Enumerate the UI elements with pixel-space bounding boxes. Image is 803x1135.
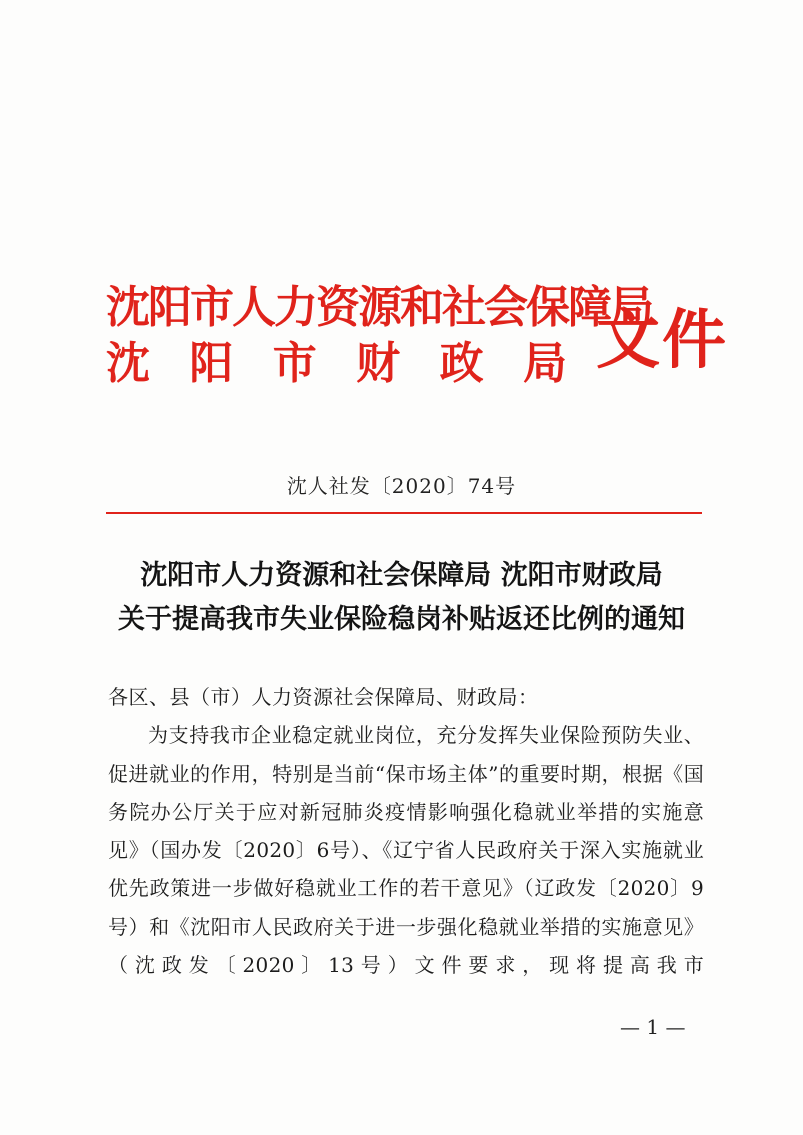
issuer-char: 市: [272, 338, 318, 389]
issuer-char: 政: [439, 338, 485, 389]
document-title: [0, 554, 803, 642]
issuer-char: 阳: [189, 338, 235, 389]
issuer-char: 财: [356, 338, 402, 389]
issuer-char: 局: [522, 338, 568, 389]
letterhead: [106, 282, 728, 394]
page-number: — 1 —: [620, 1015, 686, 1039]
red-divider-line: [106, 512, 702, 514]
document-body: [108, 678, 704, 984]
title-line-1: 沈阳市人力资源和社会保障局 沈阳市财政局: [140, 560, 663, 591]
title-line-2: 关于提高我市失业保险稳岗补贴返还比例的通知: [118, 604, 685, 635]
issuer-finance-bureau: [106, 338, 568, 390]
doc-type-label: 文件: [596, 303, 728, 378]
body-paragraph: 为支持我市企业稳定就业岗位，充分发挥失业保险预防失业、促进就业的作用，特别是当前“保市场主体”的重要时期，根据《国务院办公厅关于应对新冠肺炎疫情影响强化稳就业举措的实施意见》（国办发〔2020〕6号）、《辽宁省人民政府关于深入实施就业优先政策进一步做好稳就业工作的若干意见》（辽政发〔2020〕9号）和《沈阳市人民政府关于进一步强化稳就业举措的实施意见》（沈政发〔2020〕13号）文件要求，现将提高我市: [108, 723, 704, 978]
document-number: 沈人社发〔2020〕74号: [286, 474, 517, 498]
issuer-hrss-bureau: 沈阳市人力资源和社会保障局: [106, 282, 652, 333]
salutation: 各区、县（市）人力资源社会保障局、财政局：: [108, 685, 539, 709]
issuer-char: 沈: [106, 338, 151, 389]
